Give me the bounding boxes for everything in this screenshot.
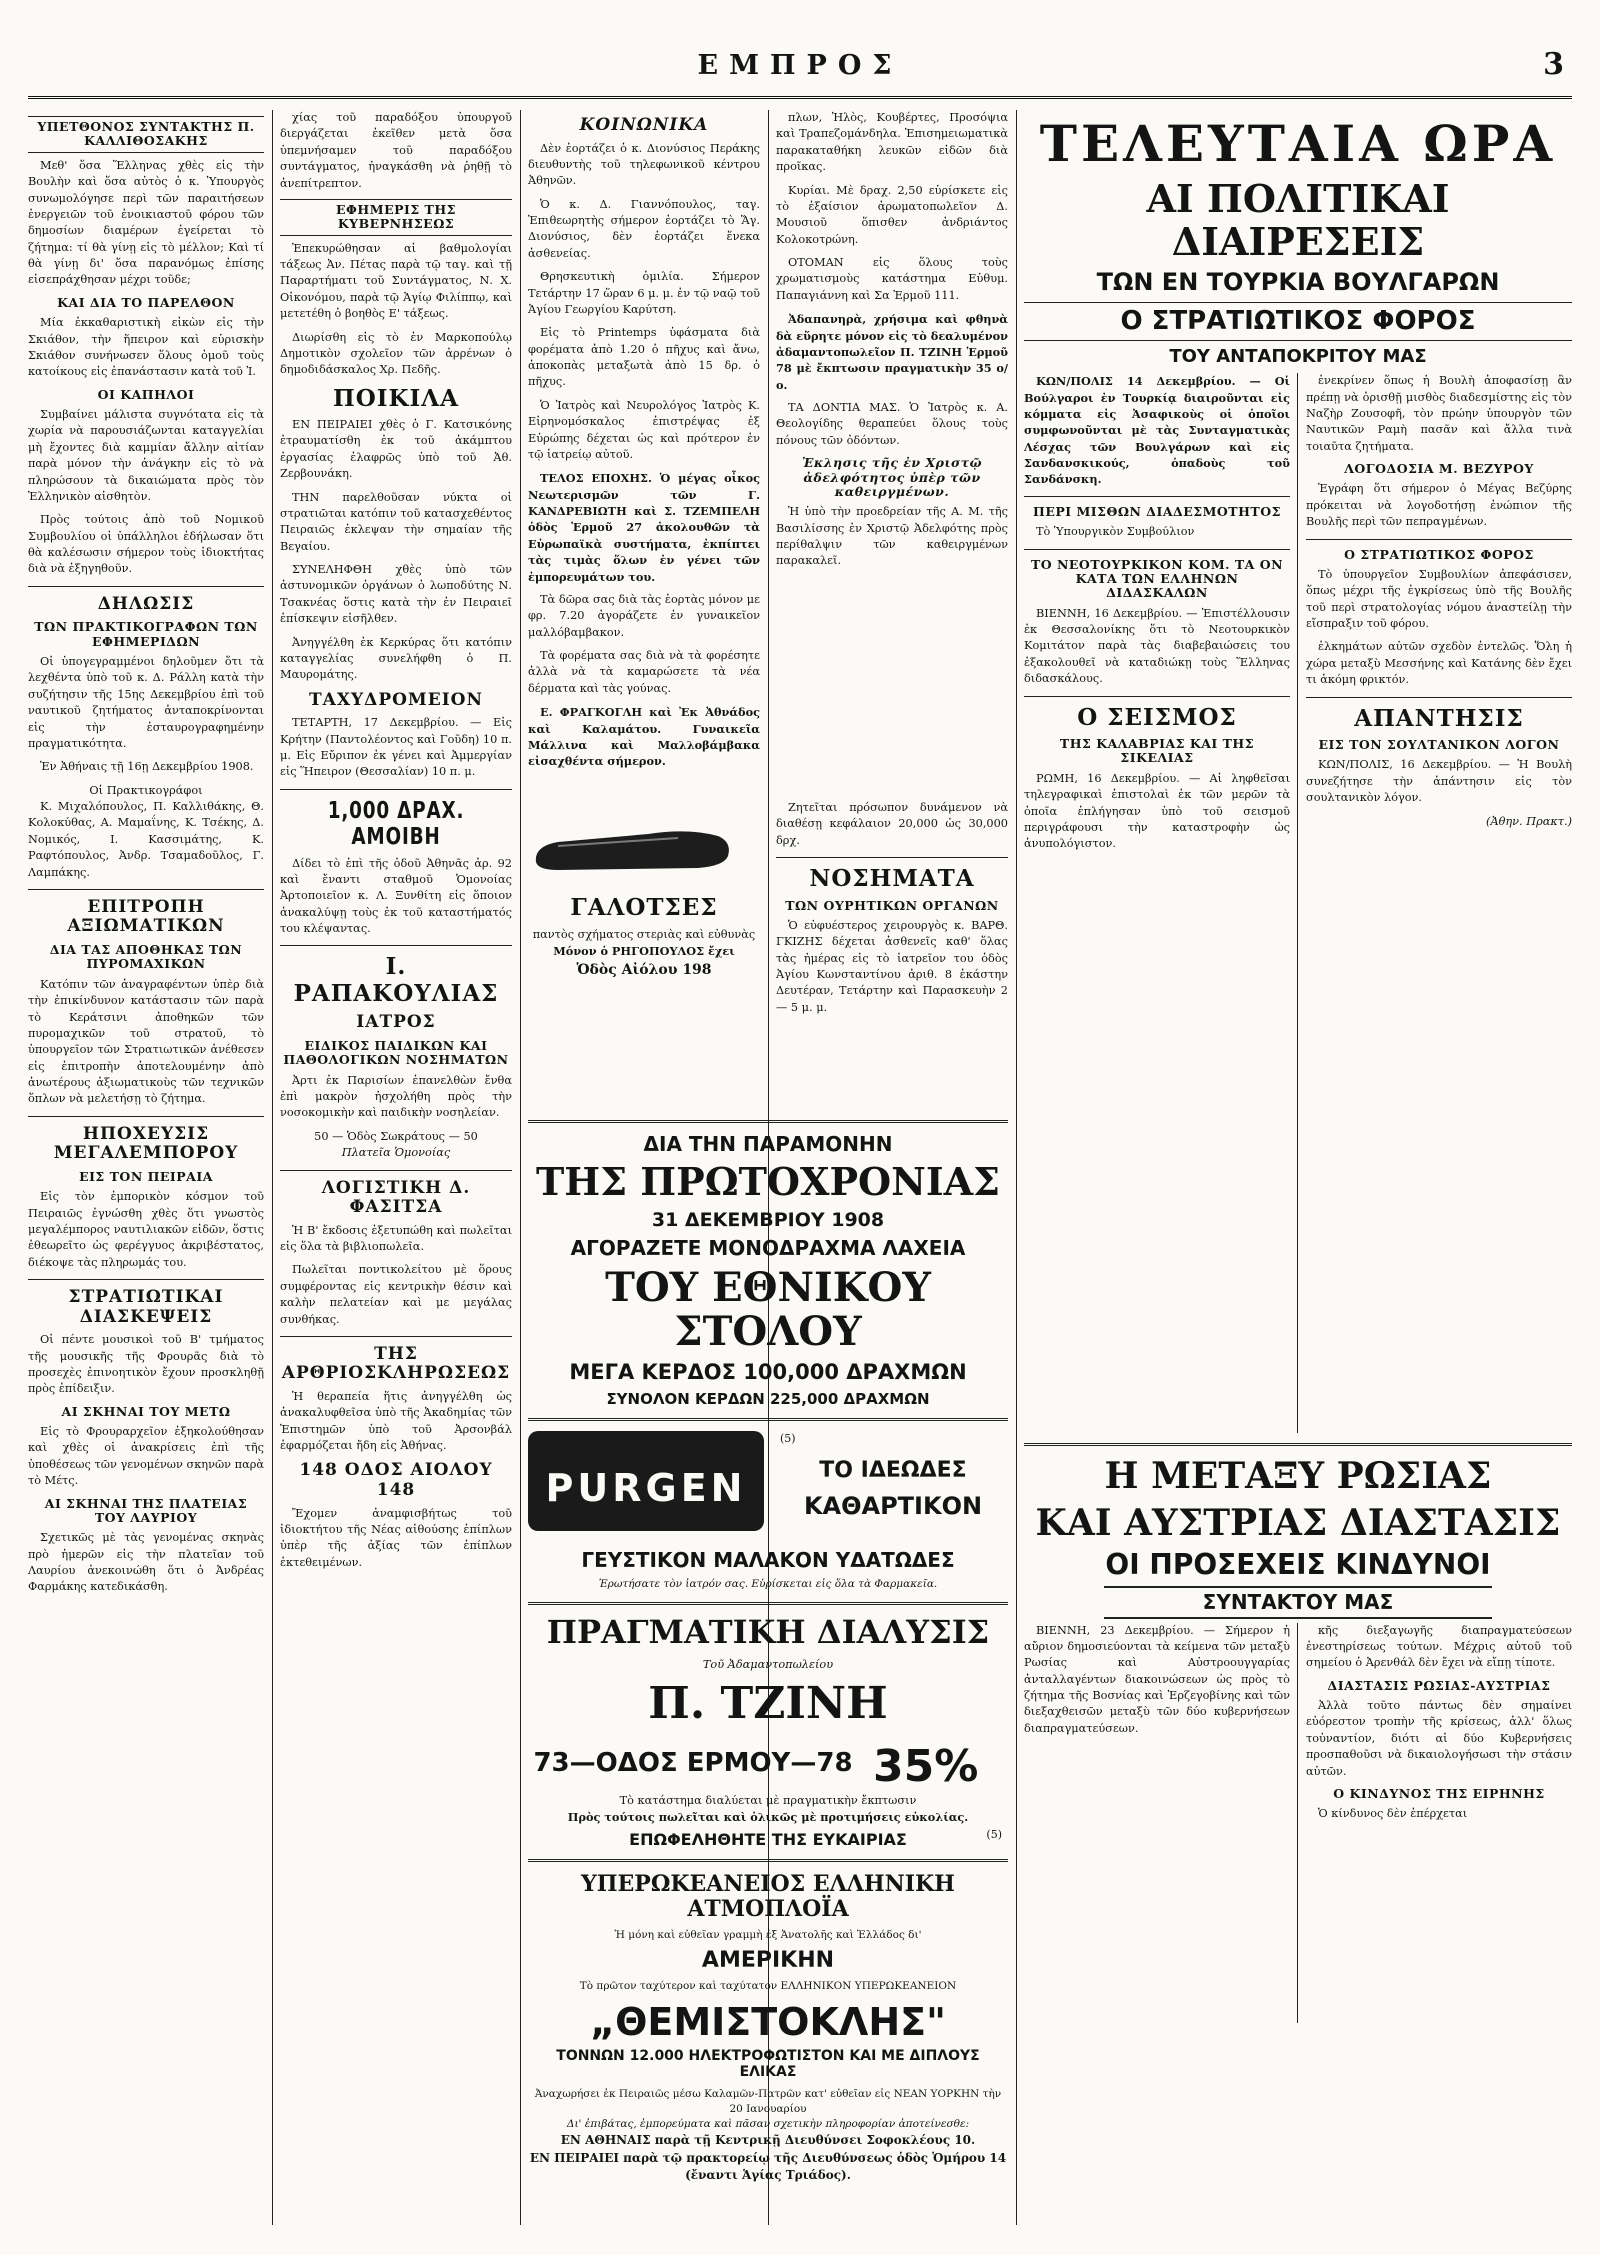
article-headline: ΣΤΡΑΤΙΩΤΙΚΑΙ ΔΙΑΣΚΕΨΕΙΣ (68, 1287, 224, 1327)
ad-headline: ΛΟΓΙΣΤΙΚΗ Δ. ΦΑΣΙΤΣΑ (321, 1177, 471, 1218)
column-4 (776, 110, 1008, 790)
sale-ad-text: Τοῦ Ἀδαμαντοπωλείου (702, 1657, 834, 1671)
masthead (28, 0, 1572, 99)
sale-ad-slogan: ΕΠΩΦΕΛΗΘΗΤΕ ΤΗΣ ΕΥΚΑΙΡΙΑΣ (629, 1830, 907, 1850)
ad-text: Ἀρτι ἐκ Παρισίων ἐπανελθὼν ἔνθα ἐπὶ μακρὸν ἠσχολήθη πρὸς τὴν νοσοκομικὴν καὶ παιδικὴν νοσηλείαν. (280, 1073, 512, 1120)
divider (528, 1602, 1008, 1605)
ad-text: Δίδει τὸ ἐπὶ τῆς ὁδοῦ Ἀθηνᾶς ἀρ. 92 καὶ ἔναντι σταθμοῦ Ὁμονοίας Ἀρτοποιεῖον κ. Λ. Ξυνθίτη εἰς ὅποιον ἀνακαλύψῃ τοὺς ἐκ τοῦ καταστήματός του κλέψαντας. (280, 856, 512, 936)
article-subheadline: ΔΙΑ ΤΑΣ ΑΠΟΘΗΚΑΣ ΤΩΝ ΠΥΡΟΜΑΧΙΚΩΝ (49, 942, 243, 972)
article-headline: Ο ΣΕΙΣΜΟΣ (1077, 703, 1237, 731)
article-headline: ΕΠΙΤΡΟΠΗ ΑΞΙΩΜΑΤΙΚΩΝ (67, 896, 225, 937)
divider (1306, 697, 1572, 698)
divider (528, 1859, 1008, 1862)
page-number: 3 (1543, 47, 1564, 82)
ad-subheadline: ΙΑΤΡΟΣ (356, 1012, 436, 1033)
article-paragraph: ΡΩΜΗ, 16 Δεκεμβρίου. — Αἱ ληφθεῖσαι τηλεγραφικαὶ ἐπιστολαὶ ἐκ τῶν μερῶν τὰ ὁποῖα ἐπλήγησαν ὑπὸ τοῦ σεισμοῦ περιγράφουσι τὴν καταστροφὴν ὡς ἀνυπολόγιστον. (1024, 771, 1290, 851)
divider (280, 945, 512, 946)
sale-ad-address-row (528, 1735, 1008, 1793)
ad-text: Ἡ θεραπεία ἥτις ἀνηγγέλθη ὡς ἀνακαλυφθεῖσα ὑπὸ τῆς Ἀκαδημίας τῶν Ἐπιστημῶν ὑπὸ τοῦ Ἀρσονβάλ ἐφαρμόζεται ἤδη εἰς Ἀθήνας. (280, 1389, 512, 1453)
shipping-ad-text: Δι' ἐπιβάτας, ἐμπορεύματα καὶ πᾶσαν σχετικὴν πληροφορίαν ἀποτείνεσθε: (566, 2117, 970, 2130)
ad-note: (5) (986, 1828, 1002, 1842)
article-headline: Ο ΣΤΡΑΤΙΩΤΙΚΟΣ ΦΟΡΟΣ (1344, 546, 1534, 562)
divider (528, 1418, 1008, 1421)
signature-title: Οἱ Πρακτικογράφοι (89, 783, 203, 797)
subheading: ΑΙ ΣΚΗΝΑΙ ΤΗΣ ΠΛΑΤΕΙΑΣ ΤΟΥ ΛΑΥΡΙΟΥ (44, 1495, 248, 1525)
lottery-ad-prize: ΣΥΝΟΛΟΝ ΚΕΡΔΩΝ 225,000 ΔΡΑΧΜΩΝ (606, 1389, 930, 1408)
article-subheadline: ΕΙΣ ΤΟΝ ΣΟΥΛΤΑΝΙΚΟΝ ΛΟΓΟΝ (1318, 737, 1560, 753)
article-headline: ΕΦΗΜΕΡΙΣ ΤΗΣ ΚΥΒΕΡΝΗΣΕΩΣ (280, 199, 512, 236)
ad-headline: ΤΟ ΙΔΕΩΔΕΣ (819, 1457, 967, 1483)
ad-headline: ΝΟΣΗΜΑΤΑ (809, 865, 975, 893)
social-item: Τὰ δῶρα σας διὰ τὰς ἑορτὰς μόνον με φρ. 7.20 ἀγοράζετε ἐν γυναικεῖον μαλλόβαμβακον. (528, 592, 760, 639)
divider (1024, 496, 1290, 497)
divider (28, 586, 264, 587)
divider (280, 1336, 512, 1337)
divider (776, 857, 1008, 858)
ad-text: Ὁ εὐφυέστερος χειρουργὸς κ. ΒΑΡΘ. ΓΚΙΖΗΣ δέχεται ἀσθενεῖς καθ' ὅλας τὰς ἡμέρας εἰς τὸ ἰατρεῖον του ὁδὸς Ἀγίου Κωνσταντίνου ἀριθ. 8 ἑκάστην Δευτέραν, Τετάρτην καὶ Παρασκευὴν 2 — 5 μ. μ. (776, 918, 1008, 1014)
masthead-title: ΕΜΠΡΟΣ (697, 50, 903, 81)
social-item: πλων, Ἠλὸς, Κουβέρτες, Προσόψια καὶ Τραπεζομάνδηλα. Ἐπισημειωματικὰ παρακαταθήκη λευκῶν εἰδῶν διὰ προῖκας. (776, 111, 1008, 174)
article-paragraph: Μεθ' ὅσα Ἕλληνας χθὲς εἰς τὴν Βουλὴν καὶ ὅσα αὐτὸς ὁ κ. Ὑπουργὸς συνωμολόγησε περὶ τῶν παραιτήσεων ἐνεργειῶν τοῦ ἐνοικιαστοῦ φόρου τῶν δημοσίων διαμέρων ἐγείρεται τὸ ζήτημα: τί θὰ γίνῃ εἰς τὸ μέλλον; Καὶ τί θὰ γίνῃ δι' ὅσα παρανόμως ἐπίσης εἰσεπράχθησαν μέχρι τοῦδε; (28, 158, 264, 287)
ad-text: παντὸς σχήματος στεριὰς καὶ εὐθυνὰς (532, 927, 756, 941)
wire-column-right (1306, 373, 1572, 1433)
main-headline: Η ΜΕΤΑΞΥ ΡΩΣΙΑΣ (1104, 1455, 1492, 1498)
article-paragraph: Συμβαίνει μάλιστα συγνότατα εἰς τὰ χωρία νὰ παρουσιάζωνται καταγγελίαι μὴ ἔχοντες διὰ καμμίαν ἄλλην αἰτίαν παρὰ μόνον τὴν ἀνάγκην εἰς τὸ νὰ πληρώσουν τὰ δικαιώματα πρὸς τὸν Ἑλληνικὸν αἰσθητὸν. (28, 408, 264, 503)
column-separator (1297, 1623, 1298, 2023)
article-headline: ΔΙΑΣΤΑΣΙΣ ΡΩΣΙΑΣ-ΑΥΣΤΡΙΑΣ (1327, 1677, 1551, 1693)
purgen-logo (528, 1431, 764, 1531)
article-paragraph: Μία ἐκκαθαριστικὴ εἰκὼν εἰς τὴν Σκιάθον, τὴν ἥπειρον καὶ εὑρισκὴν Σκιάθον συνήνωσεν ὅλους ὁμοῦ τοὺς κατοίκους εἰς ἐπανάστασιν κατὰ τοῦ Ἰ. (28, 316, 264, 379)
article-paragraph: ἐνεκρίνεν ὅπως ἡ Βουλὴ ἀποφασίσῃ ἂν πρέπῃ νὰ ὁρισθῇ μισθὸς διαδεσμίστης εἰς τὸν Ναζὴρ Ζουσοφῆ, τὸν πρώην ὑπουργὸν τῶν Ναυτικῶν Ραμὴ πασᾶν καὶ ἄλλα τινὰ τοιαῦτα ζητήματα. (1306, 374, 1572, 453)
shipping-ad-text: Τὸ πρῶτον ταχύτερον καὶ ταχύτατον ΕΛΛΗΝΙΚΟΝ ΥΠΕΡΩΚΕΑΝΕΙΟΝ (579, 1980, 957, 1993)
article-headline: ΤΑΧΥΔΡΟΜΕΙΟΝ (308, 689, 484, 710)
columns (28, 110, 1572, 2225)
lottery-ad-text: ΑΓΟΡΑΖΕΤΕ ΜΟΝΟΔΡΑΧΜΑ ΛΑΧΕΙΑ (570, 1236, 966, 1261)
social-item: Ε. ΦΡΑΓΚΟΓΛΗ καὶ Ἐκ Ἀθνάδος καὶ Καλαμάτου. Γυναικεῖα Μάλλινα καὶ Μαλλοβάμβακα εἰσαχθέντα σήμερον. (528, 705, 760, 769)
ad-headline: 148 ΟΔΟΣ ΑΙΟΛΟΥ 148 (299, 1460, 493, 1501)
article-paragraph: χίας τοῦ παραδόξου ὑπουργοῦ διεργάζεται ἐκεῖθεν μετὰ ὅσα ὑπεμνήσαμεν τοῦ παραδόξου συντάγματος, ἠναγκάσθη νὰ ῥηθῇ τὸ ἀνεπίτρεπτον. (280, 111, 512, 190)
divider (28, 1279, 264, 1280)
shipping-ad-destination: ΑΜΕΡΙΚΗΝ (701, 1947, 835, 1973)
russia-austria-article (1024, 1623, 1572, 2023)
sale-ad-footer (528, 1825, 1008, 1849)
article-paragraph: ΚΩΝ/ΠΟΛΙΣ, 16 Δεκεμβρίου. — Ἡ Βουλὴ συνεζήτησε τὴν ἀπάντησιν εἰς τὸν σουλτανικὸν λόγον. (1306, 758, 1572, 805)
article-paragraph: ΣΥΝΕΛΗΦΘΗ χθὲς ὑπὸ τῶν ἀστυνομικῶν ὀργάνων ὁ λωποδύτης Ν. Τσακνέας ὅστις κατὰ τὴν ἐν Πειραιεῖ ἐπίσκεψιν εἰσῆλθεν. (280, 563, 512, 626)
article-headline: ΗΠΟΧΕΥΣΙΣ ΜΕΓΑΛΕΜΠΟΡΟΥ (53, 1123, 239, 1164)
main-headline: ΚΑΙ ΑΥΣΤΡΙΑΣ ΔΙΑΣΤΑΣΙΣ (1035, 1501, 1561, 1544)
article-paragraph: Ἐγράφη ὅτι σήμερον ὁ Μέγας Βεζύρης πρόκειται νὰ λογοδοτήσῃ ἐνώπιον τῆς Βουλῆς περὶ τῶν πεπραγμένων. (1306, 482, 1572, 529)
article-paragraph: ΕΝ ΠΕΙΡΑΙΕΙ χθὲς ὁ Γ. Κατσικόνης ἐτραυματίσθη ἐκ τοῦ ἀκάμπτου ἐργασίας ἐλαφρῶς ὑπὸ τοῦ Ἀθ. Ζερβουνάκη. (280, 418, 512, 481)
article-headline: ΛΟΓΟΔΟΣΙΑ Μ. ΒΕΖΥΡΟΥ (1344, 461, 1534, 477)
divider (280, 789, 512, 790)
shipping-ad-text: Ἀναχωρήσει ἐκ Πειραιῶς μέσω Καλαμῶν-Πατρῶν κατ' εὐθεῖαν εἰς ΝΕΑΝ ΥΟΡΚΗΝ τὴν 20 Ιανουαρίου (534, 2087, 1002, 2115)
lottery-ad-title: ΤΟΥ ΕΘΝΙΚΟΥ ΣΤΟΛΟΥ (605, 1263, 931, 1356)
column-separator (1016, 110, 1017, 2225)
main-headline: ΑΙ ΠΟΛΙΤΙΚΑΙ ΔΙΑΙΡΕΣΕΙΣ (1146, 176, 1450, 264)
subheading: ΑΙ ΣΚΗΝΑΙ ΤΟΥ ΜΕΤΩ (61, 1403, 231, 1419)
sale-ad-discount: 35% (873, 1740, 979, 1792)
article-paragraph: Πρὸς τούτοις ἀπὸ τοῦ Νομικοῦ Συμβουλίου οἱ ὑπάλληλοι ἐδήλωσαν ὅτι θὰ καλέσωσιν σήμερον τοὺς ἰδιοκτήτας διὰ νὰ ἐξηγηθοῦν. (28, 513, 264, 576)
article-paragraph: Ἀνηγγέλθη ἐκ Κερκύρας ὅτι κατόπιν καταγγελίας συνελήφθη ὁ Π. Μαυρομάτης. (280, 635, 512, 682)
sale-ad-text: Τὸ κατάστημα διαλύεται μὲ πραγματικὴν ἔκπτωσιν (619, 1793, 917, 1807)
ad-text: Ζητεῖται πρόσωπον δυνάμενον νὰ διαθέσῃ κεφάλαιον 20,000 ὡς 30,000 δρχ. (776, 801, 1008, 847)
wire-column-left (1024, 373, 1290, 1433)
sale-ad-name: Π. ΤΖΙΝΗ (648, 1678, 888, 1730)
center-ads (528, 1110, 1008, 2225)
article-headline: ΠΕΡΙ ΜΙΣΘΩΝ ΔΙΑΔΕΣΜΟΤΗΤΟΣ (1033, 503, 1281, 519)
article-paragraph: Ἡ ὑπὸ τὴν προεδρείαν τῆς Α. Μ. τῆς Βασιλίσσης ἐν Χριστῷ Ἀδελφότης πρὸς περίθαλψιν τῶν καθειργμένων παρακαλεῖ. (776, 505, 1008, 568)
main-subheadline: Ο ΣΤΡΑΤΙΩΤΙΚΟΣ ΦΟΡΟΣ (1024, 302, 1572, 341)
column-separator (520, 110, 521, 2225)
article-headline: ΠΟΙΚΙΛΑ (333, 384, 459, 412)
shipping-ad-address: ΕΝ ΑΘΗΝΑΙΣ παρὰ τῇ Κεντρικῇ Διευθύνσει Σοφοκλέους 10. (560, 2133, 976, 2148)
divider (28, 1116, 264, 1117)
ad-subheadline: ΤΩΝ ΟΥΡΗΤΙΚΩΝ ΟΡΓΑΝΩΝ (785, 897, 999, 913)
lottery-ad-title: ΔΙΑ ΤΗΝ ΠΑΡΑΜΟΝΗΝ (643, 1132, 893, 1156)
divider (1024, 1443, 1572, 1446)
article-headline: ΑΠΑΝΤΗΣΙΣ (1354, 704, 1524, 732)
ad-text: Μόνον ὁ ΡΗΓΟΠΟΥΛΟΣ ἔχει (553, 944, 735, 959)
ad-headline: Ι. ΡΑΠΑΚΟΥΛΙΑΣ (293, 953, 499, 1007)
shipping-ad-text: ΤΟΝΝΩΝ 12.000 ΗΛΕΚΤΡΟΦΩΤΙΣΤΟΝ ΚΑΙ ΜΕ ΔΙΠΛΟΥΣ ΕΛΙΚΑΣ (556, 2048, 980, 2080)
social-item: Θρησκευτικὴ ὁμιλία. Σήμερον Τετάρτην 17 ὥραν 6 μ. μ. ἐν τῷ ναῷ τοῦ Ἁγίου Γεωργίου Καρύτση. (528, 270, 760, 316)
social-item: Ὁ Ἰατρὸς καὶ Νευρολόγος Ἰατρὸς Κ. Εἰρηνομόσκαλος ἐπιστρέψας ἐξ Εὐρώπης δέχεται ὡς καὶ πρότερον ἐν τῷ ἰατρείῳ αὐτοῦ. (528, 398, 760, 461)
ad-headline: ΚΑΘΑΡΤΙΚΟΝ (803, 1491, 983, 1520)
article-paragraph: Τὸ ὑπουργεῖον Συμβουλίων ἀπεφάσισεν, ὅπως μέχρι τῆς ἐγκρίσεως ὑπὸ τῆς Βουλῆς τοῦ περὶ στρατολογίας νόμου ἀναστείλῃ τὴν εἴσπραξιν τοῦ φόρου. (1306, 567, 1572, 631)
galoshes-icon (528, 806, 738, 878)
ad-headline: ΓΑΛΟΤΣΕΣ (570, 894, 718, 922)
article-paragraph: ΚΩΝ/ΠΟΛΙΣ 14 Δεκεμβρίου. — Οἱ Βούλγαροι ἐν Τουρκίᾳ διαιροῦνται εἰς κόμματα εἰς Ἀσαφικοὺς οἱ ὁποῖοι συμφωνοῦνται μὲ τὰς Συνταγματικὰς Λέσχας τῶν Βουλγάρων καὶ εἰς Σανδανσκικούς, ὁπαδοὺς τοῦ Σανδάνσκη. (1024, 374, 1290, 487)
column-2 (280, 110, 512, 2225)
article-paragraph: Ἀλλὰ τοῦτο πάντως δὲν σημαίνει εὐόρεστον τροπὴν τῆς κρίσεως, ἀλλ' ὅλως τοὐναντίον, διότι αἱ δύο Κυβερνήσεις προσπαθοῦσι νὰ δικαιολογήσωσι τὴν στάσιν αὐτῶν. (1306, 1699, 1572, 1778)
article-paragraph: Εἰς τὸν ἐμπορικὸν κόσμον τοῦ Πειραιῶς ἐγνώσθη χθὲς ὅτι γνωστὸς μεγαλέμπορος ναυτιλιακῶν εἰδῶν, ὅστις ἐθεωρεῖτο ὡς φερέγγυος ἀκριβέστατος, διέκοψε τὰς πληρωμάς του. (28, 1190, 264, 1269)
article-paragraph: Τὸ Ὑπουργικὸν Συμβούλιον (1036, 525, 1195, 539)
ad-note: (5) (780, 1431, 796, 1445)
article-date: Ἐν Ἀθήναις τῇ 16ῃ Δεκεμβρίου 1908. (40, 760, 254, 774)
article-subheadline: ΤΩΝ ΠΡΑΚΤΙΚΟΓΡΑΦΩΝ ΤΩΝ ΕΦΗΜΕΡΙΔΩΝ (34, 619, 258, 649)
signatory-names: Κ. Μιχαλόπουλος, Π. Καλλιθάκης, Θ. Κολοκύθας, Α. Μαμαΐνης, Κ. Τσέκης, Δ. Νομικός, Ι. Κασσιμάτης, Κ. Ραφτόπουλος, Ἀνδρ. Τσαμαδοῦλος, Γ. Λαμπάκης. (28, 800, 264, 879)
lottery-ad-prize: ΜΕΓΑ ΚΕΡΔΟΣ 100,000 ΔΡΑΧΜΩΝ (569, 1360, 967, 1385)
ad-text: Ἡ Β' ἔκδοσις ἐξετυπώθη καὶ πωλεῖται εἰς ὅλα τὰ βιβλιοπωλεῖα. (280, 1223, 512, 1253)
social-item: Εἰς τὸ Printemps ὑφάσματα διὰ φορέματα ἀπὸ 1.20 ὁ πῆχυς καὶ ἄνω, ἀποκοπὰς μεταξωτὰ ἀπὸ 15 δρ. ὁ πῆχυς. (528, 326, 760, 389)
article-paragraph: Κατόπιν τῶν ἀναγραφέντων ὑπὲρ διὰ τὴν ἐπικίνδυνον κατάστασιν τῶν παρὰ τὸ Κεράτσινι ἀποθηκῶν τῶν πυρομαχικῶν τοῦ στρατοῦ, τὸ ὑπουργεῖον τῶν Στρατιωτικῶν ἀνέθεσεν εἰς ἐπιτροπὴν ἀποτελουμένην ἀπὸ ἀνωτέρους ἀξιωματικοὺς τῶν τεχνικῶν ὅπλων νὰ μελετήσῃ τὸ ζήτημα. (28, 977, 264, 1106)
article-subheadline: ΕΙΣ ΤΟΝ ΠΕΙΡΑΙΑ (79, 1168, 213, 1184)
divider (280, 1170, 512, 1171)
article-paragraph: Ἐπεκυρώθησαν αἱ βαθμολογίαι τάξεως Ἀν. Πέτας παρὰ τῷ ταγ. καὶ τῇ Παραρτήματι τοῦ Συντάγματος, Ν. Χ. Οἰκονόμου, παρὰ τῷ Ἁγίῳ Φιλίππῳ, καὶ μετετέθη ὁ βοηθὸς Ε' τάξεως. (280, 241, 512, 321)
article-headline: Ἐκλησις τῆς ἐν Χριστῷ ἀδελφότητος ὑπὲρ τῶν καθειργμένων. (801, 455, 983, 499)
ad-headline: ΤΗΣ ΑΡΘΡΙΟΣΚΛΗΡΩΣΕΩΣ (281, 1343, 511, 1384)
article-paragraph: Οἱ ὑπογεγραμμένοι δηλοῦμεν ὅτι τὰ λεχθέντα ὑπὸ τοῦ κ. Δ. Ράλλη κατὰ τὴν συζήτησιν τῆς 15ης Δεκεμβρίου ἐπὶ τοῦ ναυτικοῦ ζητήματος ἀνταποκρίνονται εἰς τὴν ἐσταυρογραφημένην πραγματικότητα. (28, 655, 264, 750)
column-5 (1024, 110, 1572, 2225)
shipping-ad-address: ΕΝ ΠΕΙΡΑΙΕΙ παρὰ τῷ πρακτορείῳ τῆς Διευθύνσεως ὁδὸς Ὁμήρου 14 (ἔναντι Ἁγίας Τριάδος). (529, 2150, 1007, 2182)
article-paragraph: κῆς διεξαγωγῆς διαπραγματεύσεων ἐνεστηρίσεως τούτων. Μέχρις αὐτοῦ τοῦ σημείου ὁ Ἀρενθάλ δὲν ἔχει νὰ εἴπῃ τίποτε. (1306, 1623, 1572, 1670)
divider (528, 1120, 1008, 1123)
article-paragraph: Σχετικῶς μὲ τὰς γενομένας σκηνὰς πρὸ ἡμερῶν εἰς τὴν πλατεῖαν τοῦ Λαυρίου ἀνεκοινώθη ὅτι ὁ Ἀνδρέας Φαρμάκης κατεδικάσθη. (28, 1531, 264, 1594)
main-subheadline: ΤΩΝ ΕΝ ΤΟΥΡΚΙΑ ΒΟΥΛΓΑΡΩΝ (1096, 268, 1500, 297)
article-headline: ΔΗΛΩΣΙΣ (97, 593, 195, 614)
article-column-right (1306, 1623, 1572, 2023)
divider (1024, 549, 1290, 550)
galoshes-ad (528, 800, 760, 1100)
social-item: Κυρίαι. Μὲ δραχ. 2,50 εὑρίσκετε εἰς τὸ ἐξαίσιον ἀρωματοπωλεῖον Δ. Μουσιοῦ ὅπισθεν ἀνδριάντος Κολοκοτρώνη. (776, 183, 1008, 246)
shipping-ad-text: Ἡ μόνη καὶ εὐθεῖαν γραμμὴ ἐξ Ἀνατολῆς καὶ Ἑλλάδος δι' (614, 1928, 922, 1941)
article-paragraph: ΒΙΕΝΝΗ, 16 Δεκεμβρίου. — Ἐπιστέλλουσιν ἐκ Θεσσαλονίκης ὅτι τὸ Νεοτουρκικὸν Κομιτάτον παρὰ τὰς διαβεβαιώσεις του ἐξακολουθεῖ νὰ καταδιώκῃ τοὺς Ἕλληνας διδασκάλους. (1024, 606, 1290, 686)
ad-text: Ἔχομεν ἀναμφισβήτως τοῦ ἰδιοκτήτου τῆς Νέας αἰθούσης ἐπίπλων ὑπὲρ τῆς ἀξίας τῶν ἐπίπλων ἐκτεθειμένων. (280, 1506, 512, 1569)
article-column-left (1024, 1623, 1290, 2023)
subheading: ΟΙ ΚΑΠΗΛΟΙ (97, 386, 195, 402)
wire-news (1024, 373, 1572, 1433)
article-headline: ΤΟ ΝΕΟΤΟΥΡΚΙΚΟΝ ΚΟΜ. ΤΑ ΟΝ ΚΑΤΑ ΤΩΝ ΕΛΛΗΝΩΝ ΔΙΔΑΣΚΑΛΩΝ (1030, 556, 1284, 601)
column-3 (528, 110, 760, 790)
article-paragraph: ΒΙΕΝΝΗ, 23 Δεκεμβρίου. — Σήμερον ἡ αὔριον δημοσιεύονται τὰ κείμενα τῶν μεταξὺ Ρωσίας καὶ Αὐστροουγγαρίας ἀνταλλαγέντων διακοινώσεων ὡς πρὸς τὸ ζήτημα τῆς Βοσνίας καὶ Ἐρζεγοβίνης καὶ τῶν διεξαχθεισῶν μεταξὺ τῶν δύο κυβερνήσεων διαπραγματεύσεων. (1024, 1623, 1290, 1735)
correspondent-line: ΤΟΥ ΑΝΤΑΠΟΚΡΙΤΟΥ ΜΑΣ (1169, 346, 1427, 368)
column-separator (272, 110, 273, 2225)
purgen-logo-text: PURGEN (545, 1465, 747, 1510)
urology-ad (776, 800, 1008, 1100)
social-item: Ἀδαπανηρὰ, χρήσιμα καὶ φθηνὰ δὰ εὕρητε μόνον εἰς τὸ δεαλυμένον ἀδαμαντοπωλεῖον Π. ΤΖΙΝΗ Ἑρμοῦ 78 μὲ ἔκπτωσιν πραγματικὴν 35 ο/ο. (776, 312, 1008, 392)
social-item: Δὲν ἑορτάζει ὁ κ. Διονύσιος Περάκης διευθυντὴς τοῦ τηλεφωνικοῦ κέντρου Ἀθηνῶν. (528, 141, 760, 188)
ad-subheadline: ΕΙΔΙΚΟΣ ΠΑΙΔΙΚΩΝ ΚΑΙ ΠΑΘΟΛΟΓΙΚΩΝ ΝΟΣΗΜΑΤΩΝ (283, 1037, 509, 1068)
ad-text: Πωλεῖται ποντικολείτου μὲ ὅρους συμφέροντας εἰς κεντρικὴν θέσιν καὶ καλὴν πελατείαν καὶ με μεγάλας συνθήκας. (280, 1263, 512, 1326)
section-heading: ΚΟΙΝΩΝΙΚΑ (579, 115, 709, 135)
article-paragraph: ἐλκημάτων αὐτῶν σχεδὸν ἐντελῶς. Ὅλη ἡ χώρα μεταξὺ Μεσσήνης καὶ Κατάνης δὲν ἔχει τι ἀκόμη φρικτόν. (1306, 640, 1572, 687)
correspondent-line: ΣΥΝΤΑΚΤΟΥ ΜΑΣ (1104, 1586, 1492, 1618)
ad-address: Ὁδὸς Αἰόλου 198 (576, 961, 712, 978)
lottery-ad-date: 31 ΔΕΚΕΜΒΡΙΟΥ 1908 (651, 1208, 885, 1231)
article-paragraph: Εἰς τὸ Φρουραρχεῖον ἐξηκολούθησαν καὶ χθὲς οἱ ἀνακρίσεις ἐπὶ τῆς ὑποθέσεως τῶν γενομένων σκηνῶν παρὰ τὸ Μέτς. (28, 1425, 264, 1488)
article-paragraph: Οἱ πέντε μουσικοὶ τοῦ Β' τμήματος τῆς μουσικῆς τῆς Φρουρᾶς διὰ τὸ προσεχὲς ἐπινοητικὸν ἔχουν προσκληθῇ πρὸς ἐπίδειξιν. (28, 1333, 264, 1396)
article-paragraph: Ὁ κίνδυνος δὲν ἐπέρχεται (1318, 1807, 1468, 1821)
social-item: Τὰ φορέματα σας διὰ νὰ τὰ φορέσητε ἀλλὰ νὰ τὰ καμαρώσετε τὰ νέα δέρματα καὶ τὰς γούνας. (528, 649, 760, 695)
subheading: ΚΑΙ ΔΙΑ ΤΟ ΠΑΡΕΛΘΟΝ (57, 294, 235, 310)
article-paragraph: Διωρίσθη εἰς τὸ ἐν Μαρκοπούλῳ Δημοτικὸν σχολεῖον τῶν ἀρρένων ὁ δημοδιδάσκαλος Χρ. Πεδῆς. (280, 330, 512, 377)
main-headline: ΤΕΛΕΥΤΑΙΑ ΩΡΑ (1039, 114, 1557, 173)
ad-text: Ἐρωτήσατε τὸν ἰατρόν σας. Εὑρίσκεται εἰς ὅλα τὰ Φαρμακεῖα. (598, 1577, 938, 1590)
social-item: Ὁ κ. Δ. Γιαννόπουλος, ταγ. Ἐπιθεωρητὴς σήμερον ἐορτάζει τὸ Ἅγ. Διονύσιος, δὲν ἑορτάζει ἕνεκα ἀσθενείας. (528, 197, 760, 260)
lottery-ad-title: ΤΗΣ ΠΡΩΤΟΧΡΟΝΙΑΣ (536, 1159, 1000, 1205)
editor-notice: ΥΠΕΤΘΟΝΟΣ ΣΥΝΤΑΚΤΗΣ Π. ΚΑΛΛΙΘΟΣΑΚΗΣ (28, 116, 264, 153)
social-item: ΤΕΛΟΣ ΕΠΟΧΗΣ. Ὁ μέγας οἶκος Νεωτερισμῶν τῶν Γ. ΚΑΝΔΡΕΒΙΩΤΗ καὶ Σ. ΤΖΕΜΠΕΛΗ ὁδὸς Ἑρμοῦ 27 ἀκολουθῶν τὰ Εὐρωπαϊκὰ συστήματα, ἐκπίπτει τὰς τιμὰς ὅλων ἐν γένει τῶν ἐμπορευμάτων του. (528, 471, 760, 584)
sale-ad-address: 73—ΟΔΟΣ ΕΡΜΟΥ—78 (533, 1747, 853, 1778)
article-headline: Ο ΚΙΝΔΥΝΟΣ ΤΗΣ ΕΙΡΗΝΗΣ (1333, 1785, 1545, 1801)
sale-ad-title: ΠΡΑΓΜΑΤΙΚΗ ΔΙΑΛΥΣΙΣ (546, 1613, 990, 1652)
article-paragraph: ΤΕΤΑΡΤΗ, 17 Δεκεμβρίου. — Εἰς Κρήτην (Παντολέοντος καὶ Γοῦδη) 10 π. μ. Εἰς Εὔριπον ἐκ γένει καὶ Ἀμμεργίαν εἰς Ἥπειρον (Θεσσαλίαν) 10 π. μ. (280, 716, 512, 779)
divider (1024, 696, 1290, 697)
purgen-ad (528, 1431, 1008, 1543)
ad-subheadline: ΓΕΥΣΤΙΚΟΝ ΜΑΛΑΚΟΝ ΥΔΑΤΩΔΕΣ (581, 1547, 955, 1572)
column-1 (28, 110, 264, 2225)
shipping-ad-ship: „ΘΕΜΙΣΤΟΚΛΗΣ" (590, 1999, 946, 2044)
divider (1306, 539, 1572, 540)
sale-ad-text: Πρὸς τούτοις πωλεῖται καὶ ὁλικῶς μὲ προτιμήσεις εὐκολίας. (567, 1809, 969, 1824)
ad-headline: 1,000 ΔΡΑΧ. ΑΜΟΙΒΗ (327, 797, 465, 851)
article-subheadline: ΤΗΣ ΚΑΛΑΒΡΙΑΣ ΚΑΙ ΤΗΣ ΣΙΚΕΛΙΑΣ (1059, 736, 1255, 766)
social-item: ΤΑ ΔΟΝΤΙΑ ΜΑΣ. Ὁ Ἰατρὸς κ. Α. Θεολογίδης θεραπεύει ὅλους τοὺς πόνους τῶν ὀδόντων. (776, 401, 1008, 447)
divider (28, 889, 264, 890)
shipping-ad-title: ΥΠΕΡΩΚΕΑΝΕΙΟΣ ΕΛΛΗΝΙΚΗ ΑΤΜΟΠΛΟΪΑ (581, 1871, 955, 1922)
social-item: ΟΤΟΜΑΝ εἰς ὅλους τοὺς χρωματισμοὺς κατάστημα Εὐθυμ. Παπαγιάννη καὶ Σα Ἑρμοῦ 111. (776, 256, 1008, 302)
ad-address: 50 — Ὁδὸς Σωκράτους — 50 (314, 1129, 478, 1143)
source-credit: (Ἀθην. Πρακτ.) (1486, 814, 1572, 828)
article-paragraph: ΤΗΝ παρελθοῦσαν νύκτα οἱ στρατιῶται κατόπιν τοῦ κατασχεθέντος Πειραιῶς ἐκλεψαν τὴν σημαίαν τῆς Βεγαίου. (280, 490, 512, 553)
ad-address: Πλατεῖα Ὁμονοίας (341, 1146, 451, 1160)
column-separator (1297, 373, 1298, 1433)
main-subheadline: ΟΙ ΠΡΟΣΕΧΕΙΣ ΚΙΝΔΥΝΟΙ (1105, 1547, 1491, 1581)
